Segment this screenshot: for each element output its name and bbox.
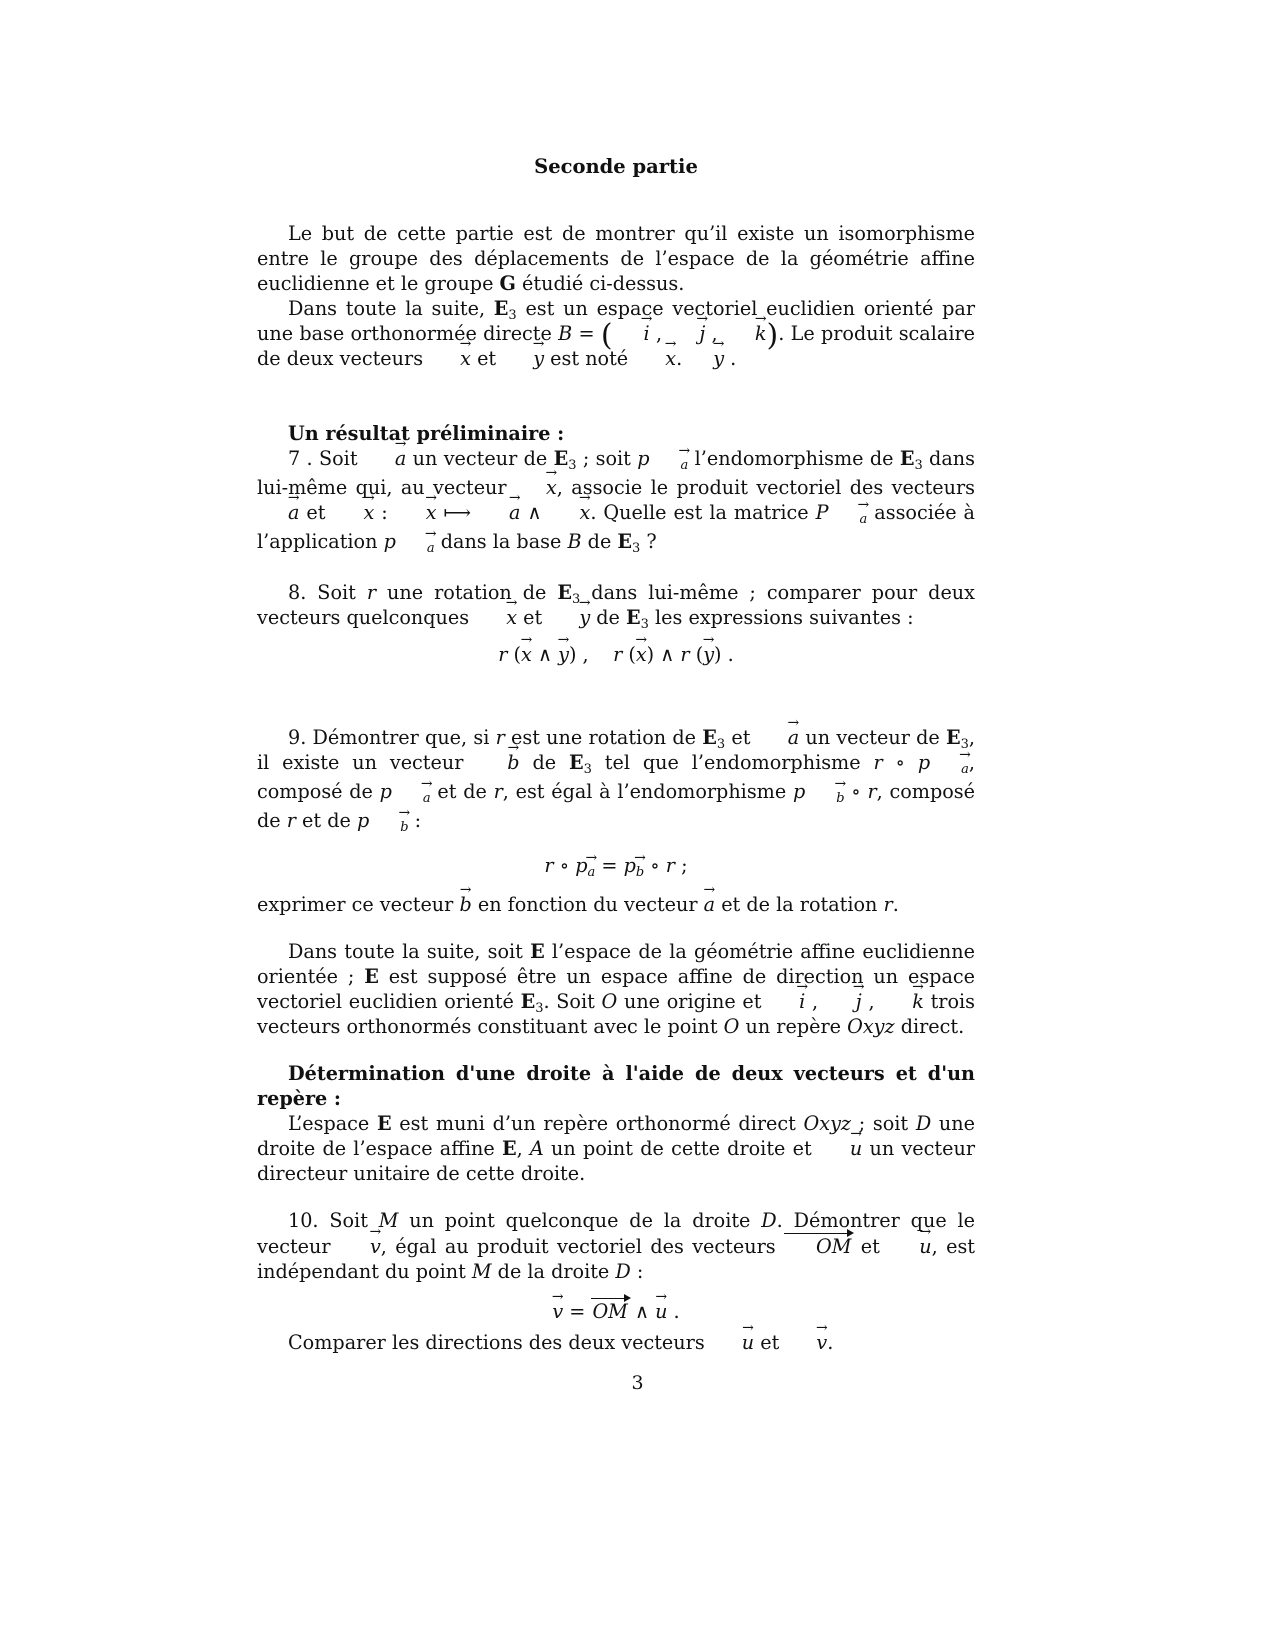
question-10: 10. Soit M un point quelconque de la droite D. Démontrer que le vecteur → v, égal au produit vectoriel des vecteurs OM et → u, est indépendant du point M de la droite D : bbox=[257, 1208, 975, 1284]
page-number: 3 bbox=[631, 1372, 644, 1394]
question-8: 8. Soit r une rotation de $E_3$ dans lui-même ; comparer pour deux vecteurs quelconques → x et → y de $E_3$ les expressions suivantes : bbox=[257, 580, 975, 630]
question-10-followup: Comparer les directions des deux vecteurs → u et → v. bbox=[257, 1330, 975, 1355]
context-paragraph: Dans toute la suite, soit E l’espace de la géométrie affine euclidienne orientée ; E est supposé être un espace affine de direction un espace vectoriel euclidien orienté $E_3$. Soit O une origine et → i , → j , → k trois vecteurs orthonormés constituant avec le point O un repère Oxyz direct. bbox=[257, 939, 975, 1039]
formula-q9: r ∘ p→ $_a$ = p→ $_b$ ∘ r ; bbox=[257, 853, 975, 882]
formula-q8: r (→ x ∧ → y) , r (→ x) ∧ r (→ y) . bbox=[257, 642, 975, 667]
page-heading: Seconde partie bbox=[534, 155, 698, 178]
question-9: 9. Démontrer que, si r est une rotation de $E_3$ et → a un vecteur de $E_3$, il existe un vecteur → b de $E_3$ tel que l’endomorphisme r ∘ p→ $_a$, composé de p→ $_a$ et de r, est égal à l’endomorphisme p→ $_b$ ∘ r, composé de r et de p→ $_b$ : bbox=[257, 725, 975, 837]
section-title-preliminary: Un résultat préliminaire : bbox=[288, 422, 565, 445]
intro-paragraph-1: Le but de cette partie est de montrer qu’il existe un isomorphisme entre le groupe des déplacements de l’espace de la géométrie affine euclidienne et le groupe G étudié ci-dessus. bbox=[257, 222, 975, 295]
section-title-line: Détermination d'une droite à l'aide de deux vecteurs et d'un repère : bbox=[257, 1062, 975, 1110]
text-column bbox=[257, 154, 975, 1355]
question-7: 7 . Soit → a un vecteur de $E_3$ ; soit p→ $_a$ l’endomorphisme de $E_3$ dans lui-même qui, au vecteur → x, associe le produit vectoriel des vecteurs → a et → x : → x ⟼ → a ∧ → x. Quelle est la matrice P→ $_a$ associée à l’application p→ $_a$ dans la base B de $E_3$ ? bbox=[257, 446, 975, 558]
question-9-followup: exprimer ce vecteur → b en fonction du vecteur → a et de la rotation r. bbox=[257, 892, 975, 917]
section2-intro: L’espace E est muni d’un repère orthonormé direct Oxyz ; soit D une droite de l’espace affine E, A un point de cette droite et → u un vecteur directeur unitaire de cette droite. bbox=[257, 1111, 975, 1186]
intro-paragraph-2: Dans toute la suite, $E_3$ est un espace vectoriel euclidien orienté par une base orthonormée directe B = (→ i , → j , → k). Le produit scalaire de deux vecteurs → x et → y est noté → x.→ y . bbox=[257, 296, 975, 371]
formula-q10: → v = OM ∧ → u . bbox=[257, 1298, 975, 1324]
